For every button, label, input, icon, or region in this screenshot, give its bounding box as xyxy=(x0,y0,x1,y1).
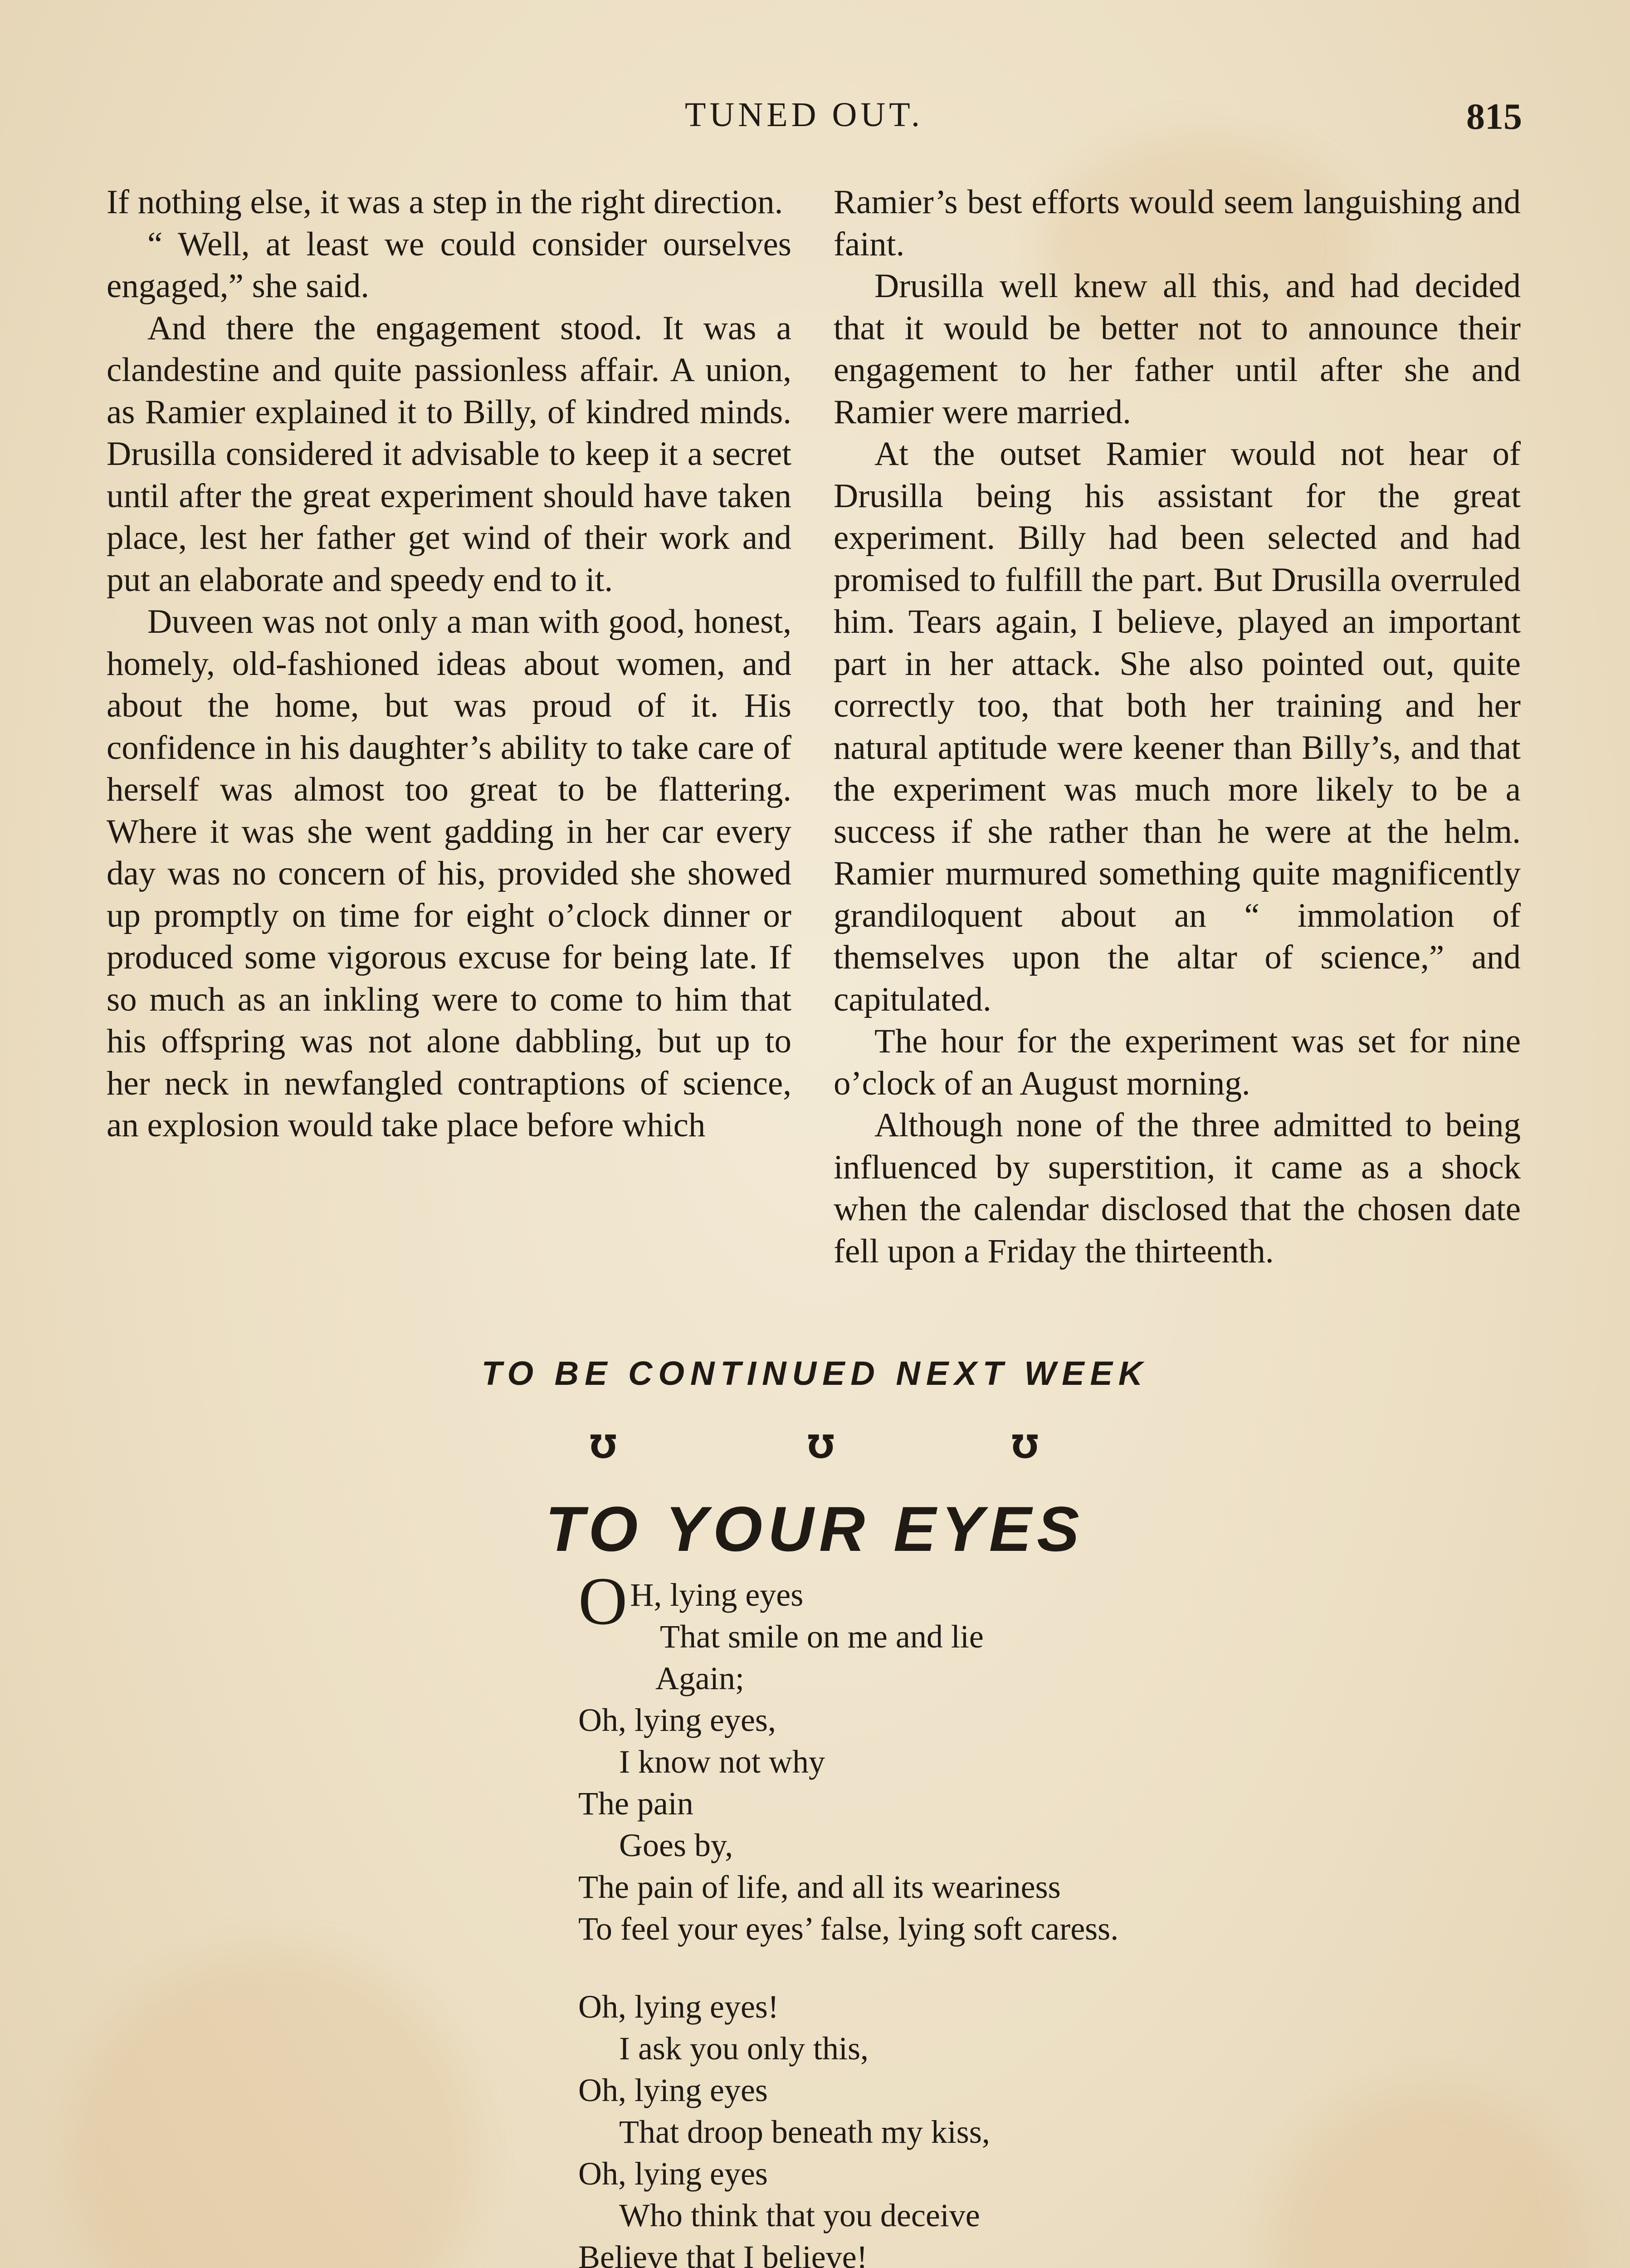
poem-line: Who think that you deceive xyxy=(619,2197,980,2234)
poem-line: To feel your eyes’ false, lying soft caress. xyxy=(578,1911,1119,1947)
poem-line: That droop beneath my kiss, xyxy=(619,2114,990,2150)
page-header xyxy=(0,95,1630,145)
ornament-icon: Ʊ xyxy=(590,1428,617,1466)
page-number: 815 xyxy=(1466,96,1522,137)
poem-line: The pain xyxy=(578,1785,693,1822)
poem-line: Oh, lying eyes xyxy=(578,2156,768,2192)
ornament-icon: Ʊ xyxy=(807,1428,835,1466)
right-text-column xyxy=(834,181,1521,1272)
stanza-break xyxy=(578,1950,1531,1986)
paragraph: Although none of the three admitted to being influenced by superstition, it came as a shock when the calendar disclosed that the chosen date fell upon a Friday the thirteenth. xyxy=(834,1106,1521,1270)
poem-line: Oh, lying eyes xyxy=(578,2072,768,2108)
poem-line: Oh, lying eyes, xyxy=(578,1702,776,1738)
ornament-icon: Ʊ xyxy=(1011,1428,1039,1466)
poem-line: I know not why xyxy=(619,1744,825,1780)
paragraph: The hour for the experiment was set for nine o’clock of an August morning. xyxy=(834,1022,1521,1102)
left-text-column xyxy=(107,181,791,1147)
poem-line: I ask you only this, xyxy=(619,2030,869,2067)
section-divider xyxy=(585,1429,1061,1470)
drop-cap: O xyxy=(578,1564,628,1639)
paragraph: Drusilla well knew all this, and had decided that it would be better not to announce their engagement to her father until after she and Ramier were married. xyxy=(834,267,1521,431)
poem-line: Again; xyxy=(655,1660,744,1696)
paragraph: At the outset Ramier would not hear of Drusilla being his assistant for the great experiment. Billy had been selected and had promised to fulfill the part. But Drusilla overruled him. Tears again, I believe, played an important part in her attack. She also pointed out, quite correctly too, that both her training and her natural aptitude were keener than Billy’s, and that the experiment was much more likely to be a success if she rather than he were at the helm. Ramier murmured something quite magnificently grandiloquent about an “ immolation of themselves upon the altar of science,” and capitulated. xyxy=(834,435,1521,1018)
poem-line: O H, lying eyes xyxy=(578,1564,804,1639)
paragraph: Ramier’s best efforts would seem languishing and faint. xyxy=(834,183,1521,263)
poem-title: TO YOUR EYES xyxy=(545,1493,1085,1564)
paragraph: Duveen was not only a man with good, honest, homely, old-fashioned ideas about women, and about the home, but was proud of it. His confidence in his daughter’s ability to take care of herself was almost too great to be flattering. Where it was she went gadding in her car every day was no concern of his, provided she showed up promptly on time for eight o’clock dinner or produced some vigorous excuse for being late. If so much as an inkling were to come to him that his offspring was not alone dabbling, but up to her neck in newfangled contraptions of science, an explosion would take place before which xyxy=(107,603,791,1144)
paragraph: “ Well, at least we could consider ourselves engaged,” she said. xyxy=(107,225,791,305)
poem-line: Believe that I believe! xyxy=(578,2239,868,2268)
paragraph: And there the engagement stood. It was a clandestine and quite passionless affair. A union, as Ramier explained it to Billy, of kindred minds. Drusilla considered it advisable to keep it a secret until after the great experiment should have taken place, lest her father get wind of their work and put an elaborate and speedy end to it. xyxy=(107,309,791,599)
poem-line: That smile on me and lie xyxy=(660,1618,984,1655)
running-title: TUNED OUT. xyxy=(685,96,924,134)
poem-line: Goes by, xyxy=(619,1827,733,1863)
paragraph: If nothing else, it was a step in the right direction. xyxy=(107,183,783,221)
poem-body xyxy=(578,1564,1531,2268)
poem-line: Oh, lying eyes! xyxy=(578,1989,779,2025)
poem-line: The pain of life, and all its weariness xyxy=(578,1869,1061,1905)
to-be-continued-notice: TO BE CONTINUED NEXT WEEK xyxy=(481,1354,1149,1392)
